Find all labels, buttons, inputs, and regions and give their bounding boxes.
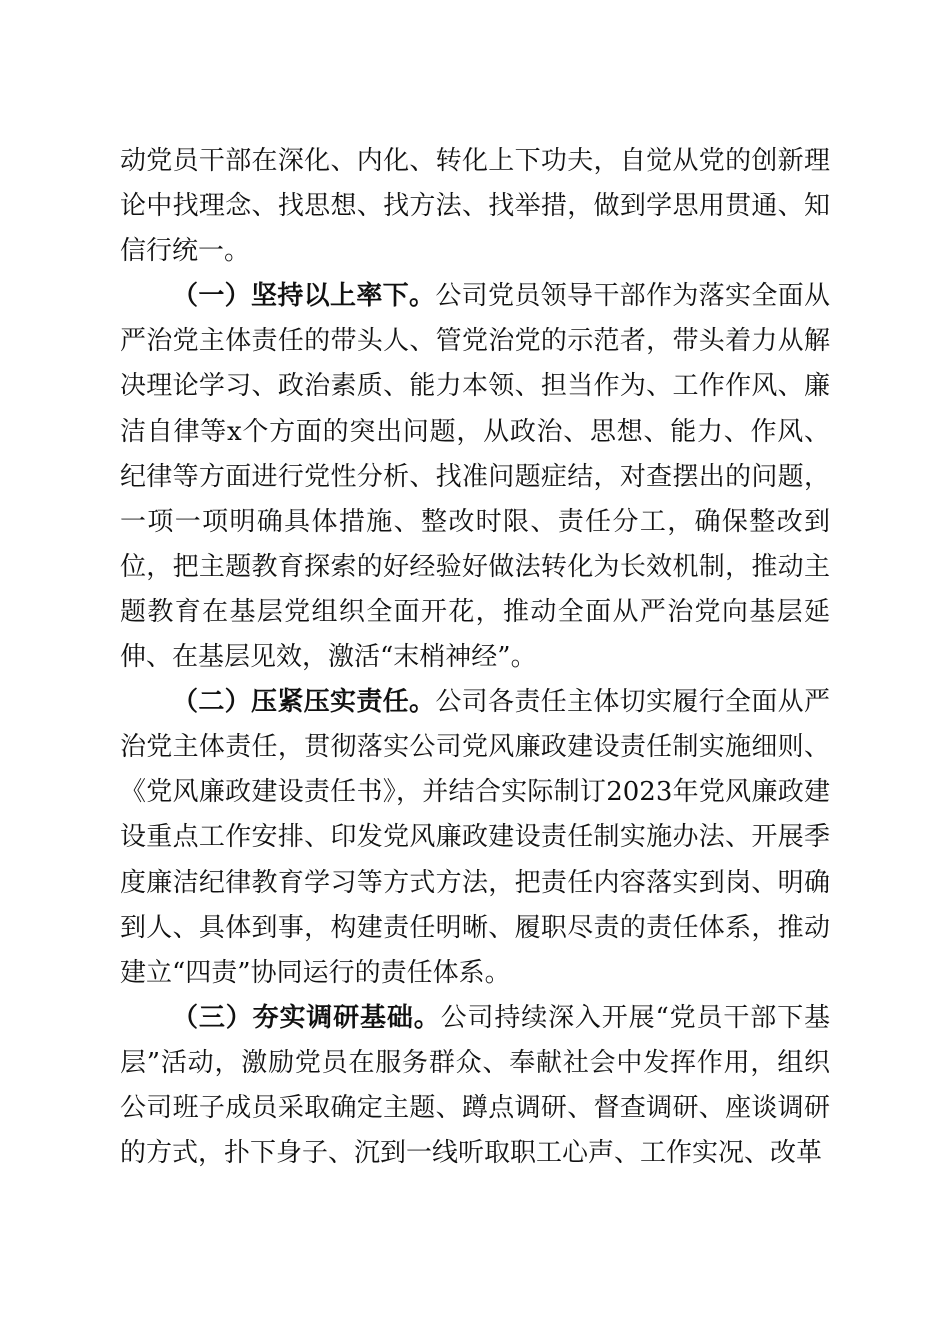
paragraph-continuation <box>120 139 830 274</box>
paragraph-section-1 <box>120 274 830 680</box>
section-heading: （一）坚持以上率下。 <box>172 281 436 312</box>
paragraph-body: 公司各责任主体切实履行全面从严治党主体责任，贯彻落实公司党风廉政建设责任制实施细则、《党风廉政建设责任书》，并结合实际制订2023年党风廉政建设重点工作安排、印发党风廉政建设责任制实施办法、开展季度廉洁纪律教育学习等方式方法，把责任内容落实到岗、明确到人、具体到事，构建责任明晰、履职尽责的责任体系，推动建立“四责”协同运行的责任体系。 <box>120 687 830 988</box>
section-heading: （三）夯实调研基础。 <box>172 1002 441 1033</box>
document-body <box>120 139 830 1176</box>
paragraph-body: 公司持续深入开展“党员干部下基层”活动，激励党员在服务群众、奉献社会中发挥作用，组织公司班子成员采取确定主题、蹲点调研、督查调研、座谈调研的方式，扑下身子、沉到一线听取职工心声、工作实况、改革 <box>120 1002 830 1169</box>
paragraph-section-2 <box>120 680 830 996</box>
section-heading: （二）压紧压实责任。 <box>172 687 436 718</box>
paragraph-body: 动党员干部在深化、内化、转化上下功夫，自觉从党的创新理论中找理念、找思想、找方法、找举措，做到学思用贯通、知信行统一。 <box>120 146 830 267</box>
paragraph-body: 公司党员领导干部作为落实全面从严治党主体责任的带头人、管党治党的示范者，带头着力从解决理论学习、政治素质、能力本领、担当作为、工作作风、廉洁自律等x个方面的突出问题，从政治、思想、能力、作风、纪律等方面进行党性分析、找准问题症结，对查摆出的问题，一项一项明确具体措施、整改时限、责任分工，确保整改到位，把主题教育探索的好经验好做法转化为长效机制，推动主题教育在基层党组织全面开花，推动全面从严治党向基层延伸、在基层见效，激活“末梢神经”。 <box>120 281 830 673</box>
paragraph-section-3 <box>120 996 830 1176</box>
